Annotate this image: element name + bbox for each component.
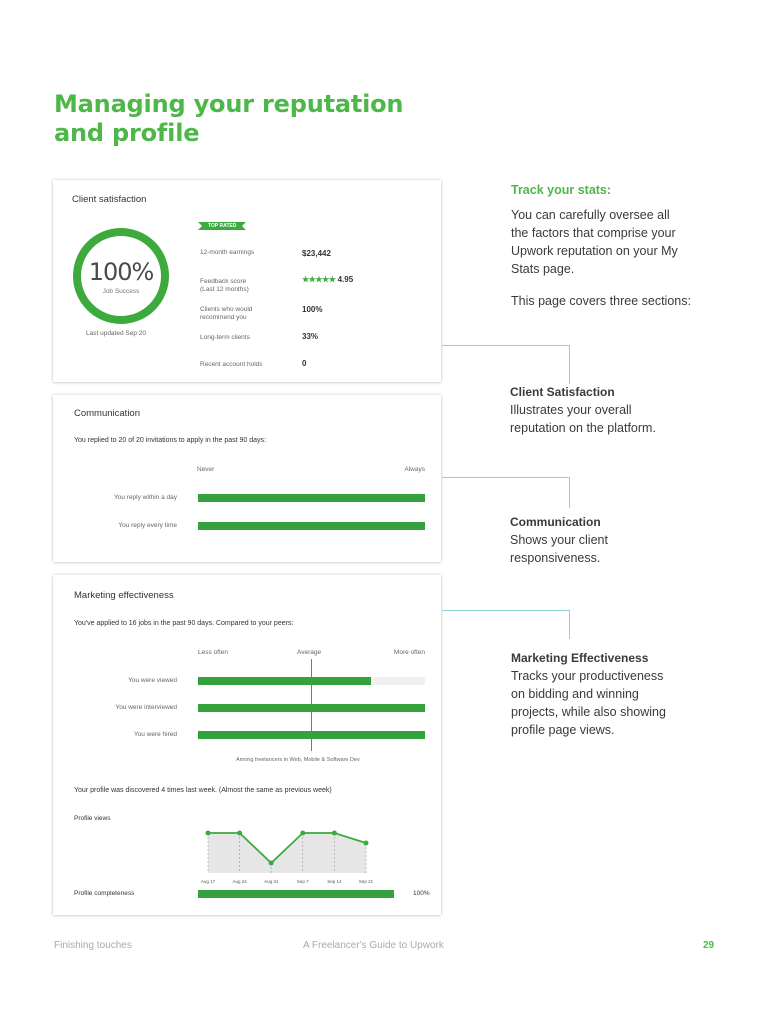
client-satisfaction-card — [53, 180, 441, 382]
completeness-value: 100% — [413, 890, 430, 897]
communication-card — [53, 395, 441, 562]
track-stats-heading: Track your stats: — [511, 183, 612, 197]
data-point — [237, 831, 242, 836]
card-title: Marketing effectiveness — [74, 590, 174, 601]
scale-mid: Average — [297, 649, 322, 656]
scale-right: More often — [393, 649, 425, 656]
bar-fill — [198, 494, 425, 502]
profile-views-chart — [198, 815, 374, 887]
text-line: You can carefully oversee all — [511, 208, 670, 222]
card-title: Client satisfaction — [72, 194, 147, 205]
stat-value: $23,442 — [302, 249, 331, 258]
text-line: responsiveness. — [510, 551, 601, 565]
data-point — [332, 831, 337, 836]
x-tick-label: Sep 7 — [296, 879, 309, 884]
connector-line — [442, 345, 570, 384]
sections-intro: This page covers three sections: — [511, 294, 691, 308]
scale-right: Always — [404, 466, 425, 473]
marketing-summary: You've applied to 16 jobs in the past 90 days. Compared to your peers: — [74, 620, 294, 627]
last-updated: Last updated Sep 20 — [86, 330, 146, 337]
views-area — [208, 833, 366, 873]
top-rated-badge: TOP RATED — [203, 222, 241, 230]
page-title — [54, 90, 403, 148]
text-line: Stats page. — [511, 262, 575, 276]
scale-left: Never — [197, 466, 215, 473]
section-text-marketing — [511, 667, 666, 739]
section-heading-communication: Communication — [510, 515, 601, 529]
bar-fill — [198, 677, 371, 685]
stat-label: Feedback score — [200, 278, 247, 285]
stat-label: Long-term clients — [200, 334, 250, 341]
stat-label: Clients who would — [200, 306, 253, 313]
footer-guide-title: A Freelancer's Guide to Upwork — [303, 940, 444, 951]
title-line-1: Managing your reputation — [54, 90, 404, 118]
connector-line — [442, 477, 570, 508]
bar-fill — [198, 522, 425, 530]
peer-note: Among freelancers in Web, Mobile & Software Dev — [236, 757, 360, 763]
text-line: Illustrates your overall — [510, 403, 632, 417]
text-line: Shows your client — [510, 533, 608, 547]
section-heading-client: Client Satisfaction — [510, 385, 615, 399]
text-line: projects, while also showing — [511, 705, 666, 719]
section-text-communication — [510, 531, 608, 567]
bar-label: You were hired — [133, 731, 177, 738]
stat-label-sub: recommend you — [200, 314, 247, 321]
scale-left: Less often — [198, 649, 228, 656]
text-line: on bidding and winning — [511, 687, 639, 701]
discovered-text: Your profile was discovered 4 times last week. (Almost the same as previous week) — [74, 787, 332, 794]
average-line — [311, 659, 312, 751]
data-point — [269, 861, 274, 866]
section-text-client — [510, 401, 656, 437]
card-title: Communication — [74, 408, 140, 419]
page-number: 29 — [703, 940, 715, 951]
stat-label-sub: (Last 12 months) — [200, 286, 249, 293]
data-point — [300, 831, 305, 836]
x-tick-label: Aug 24 — [232, 879, 247, 884]
data-point — [206, 831, 211, 836]
x-tick-label: Aug 31 — [264, 879, 279, 884]
rating-stars-icon: ★★★★★ — [302, 275, 336, 284]
bar-label: You were interviewed — [115, 704, 177, 711]
text-line: reputation on the platform. — [510, 421, 656, 435]
text-line: the factors that comprise your — [511, 226, 676, 240]
bar-label: You reply every time — [118, 522, 177, 529]
profile-views-label: Profile views — [74, 815, 111, 822]
stat-value: 100% — [302, 305, 323, 314]
data-point — [364, 841, 369, 846]
job-success-label: Job Success — [102, 288, 140, 295]
feedback-score — [302, 275, 353, 284]
connector-line — [442, 610, 570, 639]
x-tick-label: Aug 17 — [200, 879, 216, 884]
job-success-percent: 100% — [88, 258, 154, 286]
stat-value: 4.95 — [337, 275, 354, 284]
bar-fill — [198, 890, 394, 898]
communication-summary: You replied to 20 of 20 invitations to apply in the past 90 days: — [74, 437, 266, 444]
stat-value: 33% — [302, 332, 319, 341]
reply-within-day-bar — [198, 494, 425, 502]
job-success-ring — [73, 228, 169, 324]
text-line: Tracks your productiveness — [511, 669, 664, 683]
text-line: Upwork reputation on your My — [511, 244, 678, 258]
completeness-label: Profile completeness — [74, 890, 135, 897]
text-line: profile page views. — [511, 723, 615, 737]
marketing-effectiveness-card — [53, 575, 441, 915]
reply-every-time-bar — [198, 522, 425, 530]
stat-value: 0 — [302, 359, 307, 368]
x-tick-label: Sep 21 — [358, 879, 374, 884]
x-tick-label: Sep 14 — [327, 879, 342, 884]
footer-section: Finishing touches — [54, 940, 132, 951]
bar-label: You reply within a day — [114, 494, 177, 501]
stat-label: 12-month earnings — [200, 249, 255, 256]
title-line-2: and profile — [54, 119, 200, 147]
track-stats-text — [511, 206, 678, 278]
completeness-bar — [198, 890, 394, 898]
stat-label: Recent account holds — [200, 361, 263, 368]
bar-label: You were viewed — [128, 677, 177, 684]
section-heading-marketing: Marketing Effectiveness — [511, 651, 649, 665]
